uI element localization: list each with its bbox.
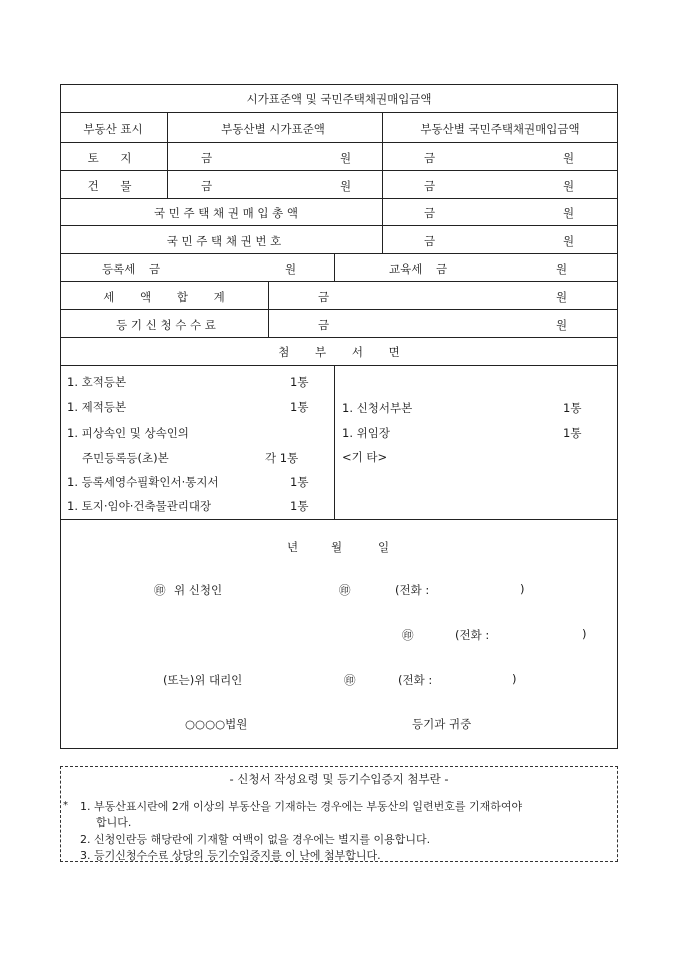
col-header-property: 부동산 표시	[83, 122, 143, 136]
attachment-count: 각 1통	[265, 451, 299, 465]
col-divider	[382, 112, 383, 253]
row-divider	[60, 281, 618, 282]
attachment-item: 주민등록등(초)본	[82, 451, 169, 465]
page-title: 시가표준액 및 국민주택채권매입금액	[246, 92, 432, 106]
row-divider	[60, 253, 618, 254]
geum-label: 금	[424, 234, 436, 248]
col-divider	[268, 281, 269, 337]
education-tax-label: 교육세 금	[389, 262, 448, 276]
geum-label: 금	[424, 179, 436, 193]
registration-tax-label: 등록세 금	[102, 262, 161, 276]
phone-open: (전화 :	[398, 673, 433, 687]
attachment-item: 1. 신청서부본	[342, 401, 413, 415]
phone-close: )	[512, 672, 517, 686]
col-header-bond-amount: 부동산별 국민주택채권매입금액	[420, 122, 580, 136]
attachment-count: 1통	[290, 475, 309, 489]
won-label: 원	[340, 151, 352, 165]
row-label-building: 건 물	[87, 179, 141, 193]
seal-icon: ㊞	[344, 673, 356, 687]
geum-label: 금	[424, 151, 436, 165]
tax-total-label: 세 액 합 계	[103, 290, 229, 304]
won-label: 원	[556, 290, 568, 304]
col-divider	[334, 253, 335, 281]
row-divider	[60, 337, 618, 338]
bullet-star: *	[63, 800, 68, 811]
court-name: ○○○○법원	[185, 717, 248, 731]
won-label: 원	[563, 206, 575, 220]
row-divider	[60, 309, 618, 310]
instructions-title: - 신청서 작성요령 및 등기수입증지 첨부란 -	[229, 772, 449, 786]
attachment-count: 1통	[290, 375, 309, 389]
won-label: 원	[563, 151, 575, 165]
phone-close: )	[520, 582, 525, 596]
col-header-std-value: 부동산별 시가표준액	[221, 122, 325, 136]
col-divider	[334, 365, 335, 519]
row-divider	[60, 365, 618, 366]
phone-open: (전화 :	[455, 628, 490, 642]
row-label-bond-total: 국 민 주 택 채 권 매 입 총 액	[154, 206, 298, 220]
date-year: 년	[287, 540, 299, 554]
attachment-item: 1. 등록세영수필확인서·통지서	[67, 475, 219, 489]
row-label-bond-number: 국 민 주 택 채 권 번 호	[166, 234, 282, 248]
date-day: 일	[378, 540, 390, 554]
applicant-label: 위 신청인	[174, 583, 223, 597]
geum-label: 금	[318, 318, 330, 332]
instruction-item: 합니다.	[96, 816, 132, 829]
row-divider	[60, 142, 618, 143]
attachment-item: 1. 토지·임야·건축물관리대장	[67, 499, 212, 513]
geum-label: 금	[201, 179, 213, 193]
row-divider	[60, 170, 618, 171]
attachment-count: 1통	[563, 401, 582, 415]
instruction-item: 3. 등기신청수수료 상당의 등기수입증지를 이 난에 첨부합니다.	[80, 849, 381, 862]
won-label: 원	[556, 318, 568, 332]
row-divider	[60, 112, 618, 113]
won-label: 원	[285, 262, 297, 276]
row-divider	[60, 198, 618, 199]
attachment-item: 1. 제적등본	[67, 400, 127, 414]
attachment-item: 1. 위임장	[342, 426, 390, 440]
seal-icon: ㊞	[402, 628, 414, 642]
instruction-item: 2. 신청인란등 해당란에 기재할 여백이 없을 경우에는 별지를 이용합니다.	[80, 833, 431, 846]
attachment-item: 1. 호적등본	[67, 375, 127, 389]
won-label: 원	[340, 179, 352, 193]
date-month: 월	[331, 540, 343, 554]
registry-office: 등기과 귀중	[412, 717, 472, 731]
row-divider	[60, 225, 618, 226]
attachment-count: 1통	[563, 426, 582, 440]
geum-label: 금	[201, 151, 213, 165]
seal-icon: ㊞	[339, 583, 351, 597]
phone-close: )	[582, 627, 587, 641]
application-form-frame	[60, 84, 618, 749]
attachment-item: 1. 피상속인 및 상속인의	[67, 426, 189, 440]
circle-icon: ㊞	[154, 583, 166, 597]
attachments-title: 첨 부 서 면	[278, 345, 400, 359]
geum-label: 금	[318, 290, 330, 304]
attachment-count: 1통	[290, 400, 309, 414]
reg-fee-label: 등 기 신 청 수 수 료	[116, 318, 216, 332]
row-label-land: 토 지	[87, 151, 141, 165]
geum-label: 금	[424, 206, 436, 220]
col-divider	[167, 112, 168, 198]
attachment-item: <기 타>	[342, 450, 388, 464]
attachment-count: 1통	[290, 499, 309, 513]
won-label: 원	[556, 262, 568, 276]
won-label: 원	[563, 234, 575, 248]
instruction-item: 1. 부동산표시란에 2개 이상의 부동산을 기재하는 경우에는 부동산의 일련번호를 기재하여야	[80, 800, 523, 813]
agent-label: (또는)위 대리인	[163, 673, 243, 687]
phone-open: (전화 :	[395, 583, 430, 597]
row-divider	[60, 519, 618, 520]
won-label: 원	[563, 179, 575, 193]
